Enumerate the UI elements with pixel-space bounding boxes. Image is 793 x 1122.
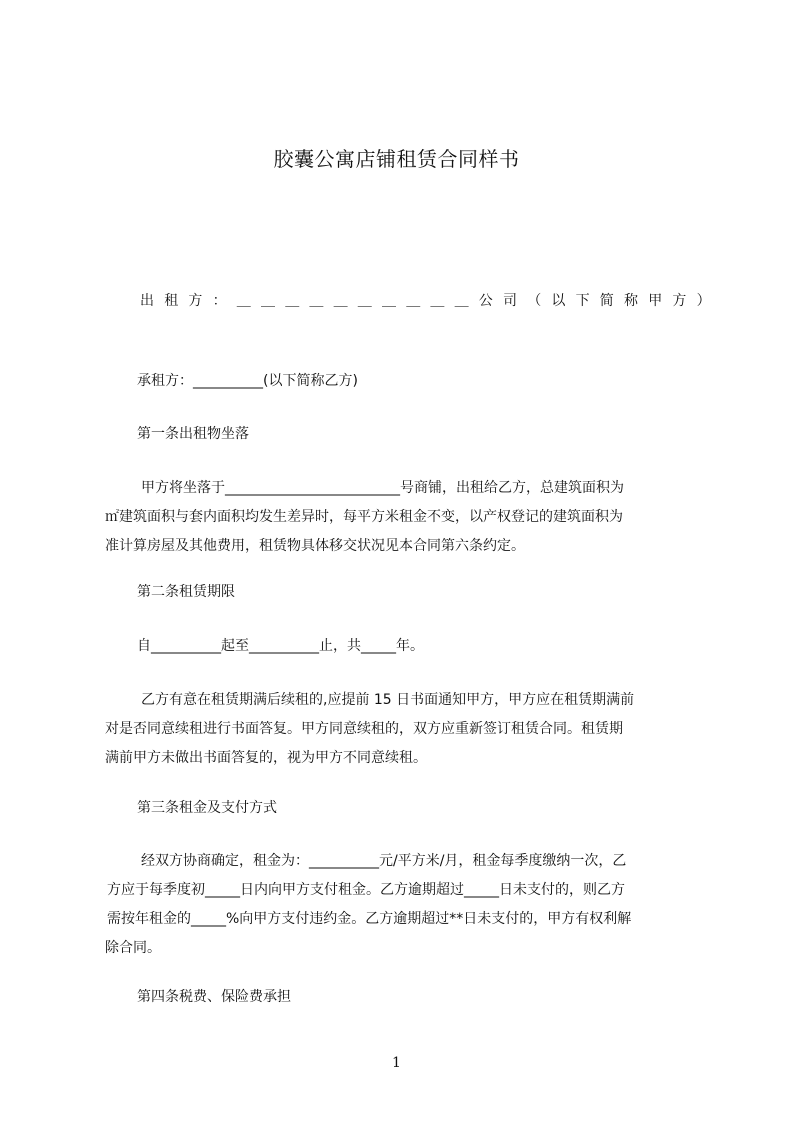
renewal-line-3: 满前甲方未做出书面答复的，视为甲方不同意续租。 <box>105 750 427 766</box>
article1-line-2: ㎡建筑面积与套内面积均发生差异时，每平方米租金不变，以产权登记的建筑面积为 <box>105 509 623 525</box>
lessee-line: 承租方：__________(以下简称乙方) <box>137 373 358 389</box>
article3-line-4: 除合同。 <box>105 940 161 956</box>
article3-line-3: 需按年租金的_____%向甲方支付违约金。乙方逾期超过**日未支付的，甲方有权利解 <box>107 911 632 927</box>
article1-line-3: 准计算房屋及其他费用，租赁物具体移交状况见本合同第六条约定。 <box>105 538 525 554</box>
article4-heading: 第四条税费、保险费承担 <box>137 989 291 1005</box>
renewal-line-2: 对是否同意续租进行书面答复。甲方同意续租的，双方应重新签订租赁合同。租赁期 <box>105 721 623 737</box>
document-title: 胶囊公寓店铺租赁合同样书 <box>273 147 520 171</box>
article3-heading: 第三条租金及支付方式 <box>137 800 277 816</box>
article1-body <box>105 474 703 561</box>
article3-line-2: 方应于每季度初_____日内向甲方支付租金。乙方逾期超过_____日未支付的，则乙方 <box>107 882 625 898</box>
renewal-line-1: 乙方有意在租赁期满后续租的,应提前 15 日书面通知甲方，甲方应在租赁期满前 <box>141 692 635 708</box>
renewal-body <box>105 686 703 773</box>
article1-heading: 第一条出租物坐落 <box>137 426 249 442</box>
lessor-line: 出租方：＿＿＿＿＿＿＿＿＿＿公司（以下简称甲方） <box>140 293 721 309</box>
article3-body <box>105 847 703 963</box>
article1-line-1: 甲方将坐落于_________________________号商铺，出租给乙方，总建筑面积为 <box>141 480 624 496</box>
page-number: 1 <box>392 1055 401 1071</box>
term-line: 自__________起至__________止，共_____年。 <box>137 638 424 654</box>
article2-heading: 第二条租赁期限 <box>137 584 235 600</box>
article3-line-1: 经双方协商确定，租金为：__________元/平方米/月，租金每季度缴纳一次，乙 <box>141 853 627 869</box>
